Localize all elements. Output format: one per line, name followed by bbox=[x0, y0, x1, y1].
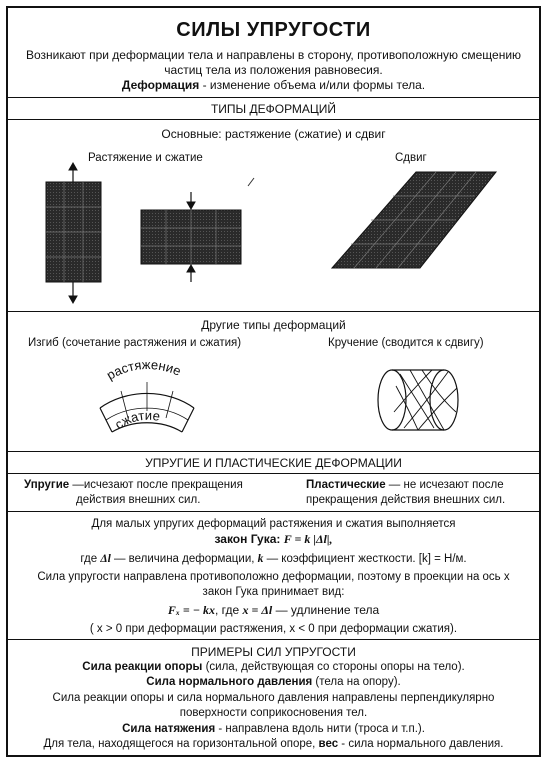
types-heading: ТИПЫ ДЕФОРМАЦИЙ bbox=[210, 102, 337, 116]
hooke-law bbox=[8, 532, 539, 547]
types-heading-section bbox=[8, 98, 539, 120]
hooke-line-6b: , где bbox=[215, 603, 243, 617]
intro-line-1: Возникают при деформации тела и направлены в сторону, противоположную смещению bbox=[25, 48, 522, 62]
example-line-6a: Для тела, находящегося на горизонтальной опоре, bbox=[43, 738, 319, 750]
hooke-k: k bbox=[257, 553, 264, 565]
support-reaction-term: Сила реакции опоры bbox=[82, 661, 203, 673]
compression-block bbox=[141, 210, 241, 264]
hooke-line-5: закон Гука принимает вид: bbox=[202, 586, 345, 598]
hooke-line-3 bbox=[8, 552, 539, 566]
hooke-projection bbox=[8, 603, 539, 618]
hooke-line-3e: — коэффициент жесткости. [k] = Н/м. bbox=[263, 553, 467, 565]
example-line-6 bbox=[8, 737, 539, 751]
torsion-label: Кручение (сводится к сдвигу) bbox=[328, 337, 484, 349]
other-deformation-figures bbox=[8, 312, 543, 452]
example-line-6c: - сила нормального давления. bbox=[338, 738, 504, 750]
hooke-line-7: ( x > 0 при деформации растяжения, x < 0 при деформации сжатия). bbox=[89, 623, 458, 635]
page-title: СИЛЫ УПРУГОСТИ bbox=[176, 19, 371, 41]
bend-bottom-label: сжатие bbox=[111, 407, 162, 433]
hooke-line-1: Для малых упругих деформаций растяжения и сжатия выполняется bbox=[91, 518, 456, 530]
plastic-text-1: — не исчезают после bbox=[385, 479, 504, 491]
hooke-x-def: x = Δl bbox=[242, 603, 273, 617]
hooke-line-6d: — удлинение тела bbox=[272, 603, 380, 617]
elastic-term: Упругие bbox=[24, 479, 70, 491]
tension-force-term: Сила натяжения bbox=[122, 723, 216, 735]
plastic-term: Пластические bbox=[306, 479, 386, 491]
plastic-definition bbox=[306, 478, 536, 508]
bending-label: Изгиб (сочетание растяжения и сжатия) bbox=[28, 337, 242, 349]
bend-top-label: растяжение bbox=[103, 356, 184, 383]
elastic-plastic-heading: УПРУГИЕ И ПЛАСТИЧЕСКИЕ ДЕФОРМАЦИИ bbox=[145, 456, 402, 470]
weight-term: вес bbox=[318, 738, 339, 750]
bending-figure bbox=[100, 382, 194, 432]
example-line-2 bbox=[8, 675, 539, 689]
example-line-1-text: (сила, действующая со стороны опоры на тело). bbox=[202, 661, 465, 673]
elastic-heading-section bbox=[8, 452, 539, 474]
hooke-section bbox=[8, 512, 539, 640]
example-line-4: поверхности соприкосновения тел. bbox=[179, 707, 368, 719]
basic-deformation-figures bbox=[8, 120, 543, 312]
shear-label: Сдвиг bbox=[395, 152, 427, 164]
other-types-heading: Другие типы деформаций bbox=[201, 318, 346, 332]
hooke-projection-formula: Fₓ = − kx bbox=[167, 603, 216, 617]
torsion-figure bbox=[378, 370, 458, 430]
deformation-text: - изменение объема и/или формы тела. bbox=[199, 78, 426, 92]
deformation-term: Деформация bbox=[121, 78, 200, 92]
example-line-5 bbox=[8, 722, 539, 736]
basic-types-section bbox=[8, 120, 539, 312]
examples-heading: ПРИМЕРЫ СИЛ УПРУГОСТИ bbox=[191, 645, 356, 659]
elastic-text-1: —исчезают после прекращения bbox=[69, 479, 243, 491]
plastic-text-2: прекращения действия внешних сил. bbox=[306, 493, 506, 506]
poster bbox=[6, 6, 541, 757]
shear-figure bbox=[332, 172, 496, 268]
intro-line-2: частиц тела из положения равновесия. bbox=[164, 63, 383, 77]
normal-pressure-term: Сила нормального давления bbox=[146, 676, 313, 688]
example-line-3: Сила реакции опоры и сила нормального давления направлены перпендикулярно bbox=[52, 692, 495, 704]
hooke-line-3a: где bbox=[80, 553, 101, 565]
examples-section bbox=[8, 640, 539, 755]
elastic-definition bbox=[24, 478, 269, 508]
pen-mark bbox=[248, 178, 254, 186]
hooke-law-label: закон Гука: bbox=[214, 532, 284, 546]
other-types-section bbox=[8, 312, 539, 452]
example-line-2-text: (тела на опору). bbox=[312, 676, 401, 688]
hooke-law-formula: F = k |Δl|, bbox=[283, 532, 333, 546]
hooke-line-4: Сила упругости направлена противоположно деформации, поэтому в проекции на ось x bbox=[37, 571, 510, 583]
elastic-text-2: действия внешних сил. bbox=[76, 493, 201, 506]
tension-label: Растяжение и сжатие bbox=[88, 152, 203, 164]
hooke-line-3c: — величина деформации, bbox=[110, 553, 258, 565]
example-line-5-text: - направлена вдоль нити (троса и т.п.). bbox=[215, 723, 425, 735]
elastic-body-section bbox=[8, 474, 539, 512]
basic-types-text: Основные: растяжение (сжатие) и сдвиг bbox=[161, 127, 386, 141]
hooke-delta-l: Δl bbox=[100, 553, 111, 565]
tension-block bbox=[46, 182, 101, 282]
title-section bbox=[8, 8, 539, 98]
deformation-definition bbox=[8, 78, 539, 93]
example-line-1 bbox=[8, 660, 539, 674]
